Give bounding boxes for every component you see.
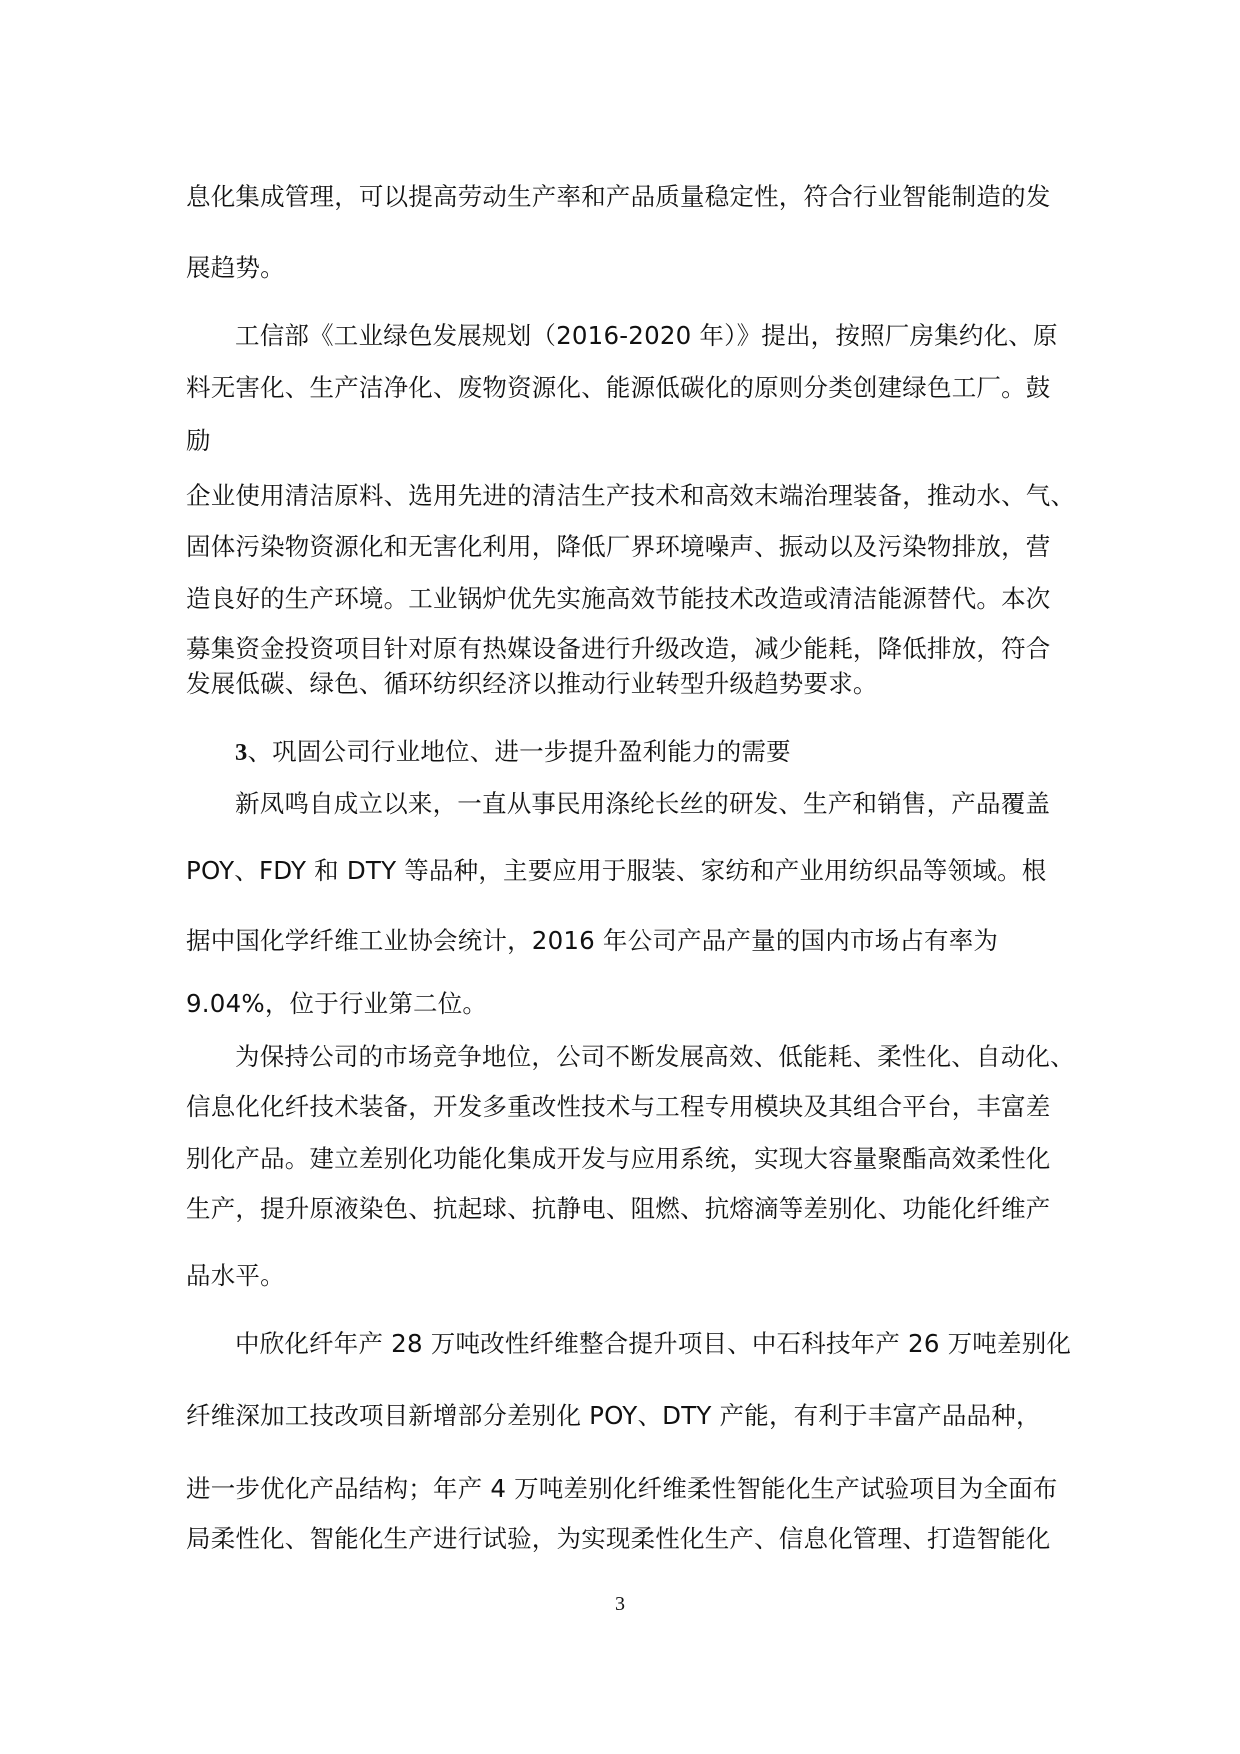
text-line: 工信部《工业绿色发展规划（2016-2020 年）》提出，按照厂房集约化、原 xyxy=(235,321,1058,350)
text-line: 纤维深加工技改项目新增部分差别化 POY、DTY 产能，有利于丰富产品品种， xyxy=(186,1401,1041,1430)
text-line: 进一步优化产品结构；年产 4 万吨差别化纤维柔性智能化生产试验项目为全面布 xyxy=(186,1474,1058,1503)
text-line: 造良好的生产环境。工业锅炉优先实施高效节能技术改造或清洁能源替代。本次 xyxy=(186,584,1051,613)
text-line: 展趋势。 xyxy=(186,253,285,282)
section-title: 、巩固公司行业地位、进一步提升盈利能力的需要 xyxy=(247,737,791,766)
text-line: 息化集成管理，可以提高劳动生产率和产品质量稳定性，符合行业智能制造的发 xyxy=(186,182,1051,211)
text-line: 料无害化、生产洁净化、废物资源化、能源低碳化的原则分类创建绿色工厂。鼓 xyxy=(186,373,1051,402)
text-line: 发展低碳、绿色、循环纺织经济以推动行业转型升级趋势要求。 xyxy=(186,669,878,698)
text-line: 励 xyxy=(186,426,211,455)
text-line: 中欣化纤年产 28 万吨改性纤维整合提升项目、中石科技年产 26 万吨差别化 xyxy=(235,1329,1072,1358)
text-line: 企业使用清洁原料、选用先进的清洁生产技术和高效末端治理装备，推动水、气、 xyxy=(186,481,1076,510)
text-line: 新凤鸣自成立以来，一直从事民用涤纶长丝的研发、生产和销售，产品覆盖 xyxy=(235,789,1051,818)
text-line: 募集资金投资项目针对原有热媒设备进行升级改造，减少能耗，降低排放，符合 xyxy=(186,634,1051,663)
page-number: 3 xyxy=(615,1593,625,1615)
text-line: 9.04%，位于行业第二位。 xyxy=(186,989,488,1018)
text-line: 信息化化纤技术装备，开发多重改性技术与工程专用模块及其组合平台，丰富差 xyxy=(186,1092,1051,1121)
text-line: 别化产品。建立差别化功能化集成开发与应用系统，实现大容量聚酯高效柔性化 xyxy=(186,1144,1051,1173)
text-line: 据中国化学纤维工业协会统计，2016 年公司产品产量的国内市场占有率为 xyxy=(186,926,999,955)
text-line: 为保持公司的市场竞争地位，公司不断发展高效、低能耗、柔性化、自动化、 xyxy=(235,1042,1075,1071)
section-heading xyxy=(235,733,791,768)
text-line: 局柔性化、智能化生产进行试验，为实现柔性化生产、信息化管理、打造智能化 xyxy=(186,1524,1051,1553)
text-line: 固体污染物资源化和无害化利用，降低厂界环境噪声、振动以及污染物排放，营 xyxy=(186,532,1051,561)
text-line: 品水平。 xyxy=(186,1261,285,1290)
section-number: 3 xyxy=(235,739,248,766)
text-line: 生产，提升原液染色、抗起球、抗静电、阻燃、抗熔滴等差别化、功能化纤维产 xyxy=(186,1194,1051,1223)
text-line: POY、FDY 和 DTY 等品种，主要应用于服装、家纺和产业用纺织品等领域。根 xyxy=(186,856,1047,885)
